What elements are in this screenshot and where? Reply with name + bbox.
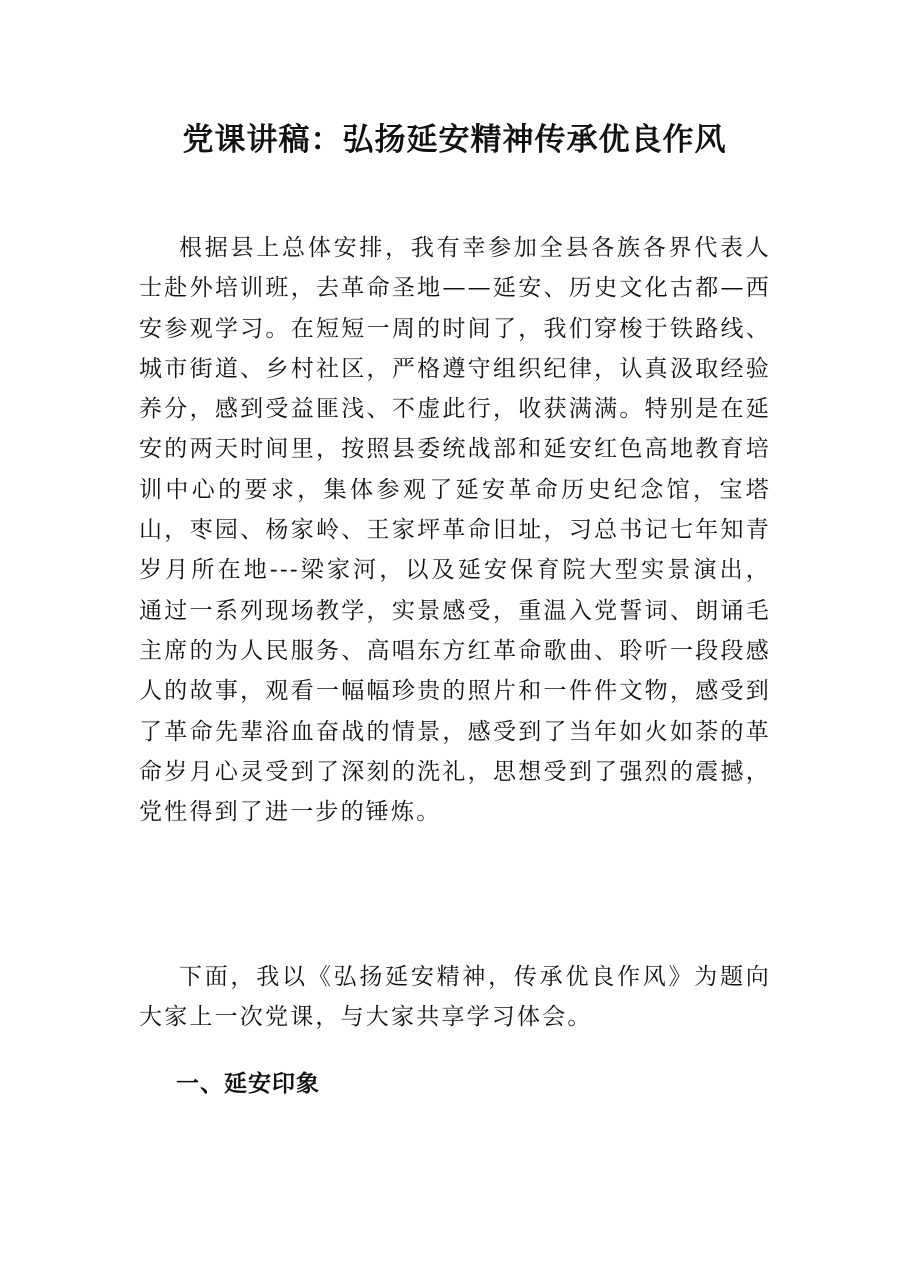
document-title: 党课讲稿：弘扬延安精神传承优良作风: [182, 122, 727, 158]
section-heading: 一、延安印象: [176, 1070, 320, 1097]
body-paragraph-1: 根据县上总体安排，我有幸参加全县各族各界代表人士赴外培训班，去革命圣地——延安、历史文化古都—西安参观学习。在短短一周的时间了，我们穿梭于铁路线、城市街道、乡村社区，严格遵守组织纪律，认真汲取经验养分，感到受益匪浅、不虚此行，收获满满。特别是在延安的两天时间里，按照县委统战部和延安红色高地教育培训中心的要求，集体参观了延安革命历史纪念馆，宝塔山，枣园、杨家岭、王家坪革命旧址，习总书记七年知青岁月所在地---梁家河，以及延安保育院大型实景演出，通过一系列现场教学，实景感受，重温入党誓词、朗诵毛主席的为人民服务、高唱东方红革命歌曲、聆听一段段感人的故事，观看一幅幅珍贵的照片和一件件文物，感受到了革命先辈浴血奋战的情景，感受到了当年如火如荼的革命岁月心灵受到了深刻的洗礼，思想受到了强烈的震撼，党性得到了进一步的锤炼。: [139, 235, 771, 826]
body-paragraph-2: 下面，我以《弘扬延安精神，传承优良作风》为题向大家上一次党课，与大家共享学习体会。: [139, 964, 771, 1031]
